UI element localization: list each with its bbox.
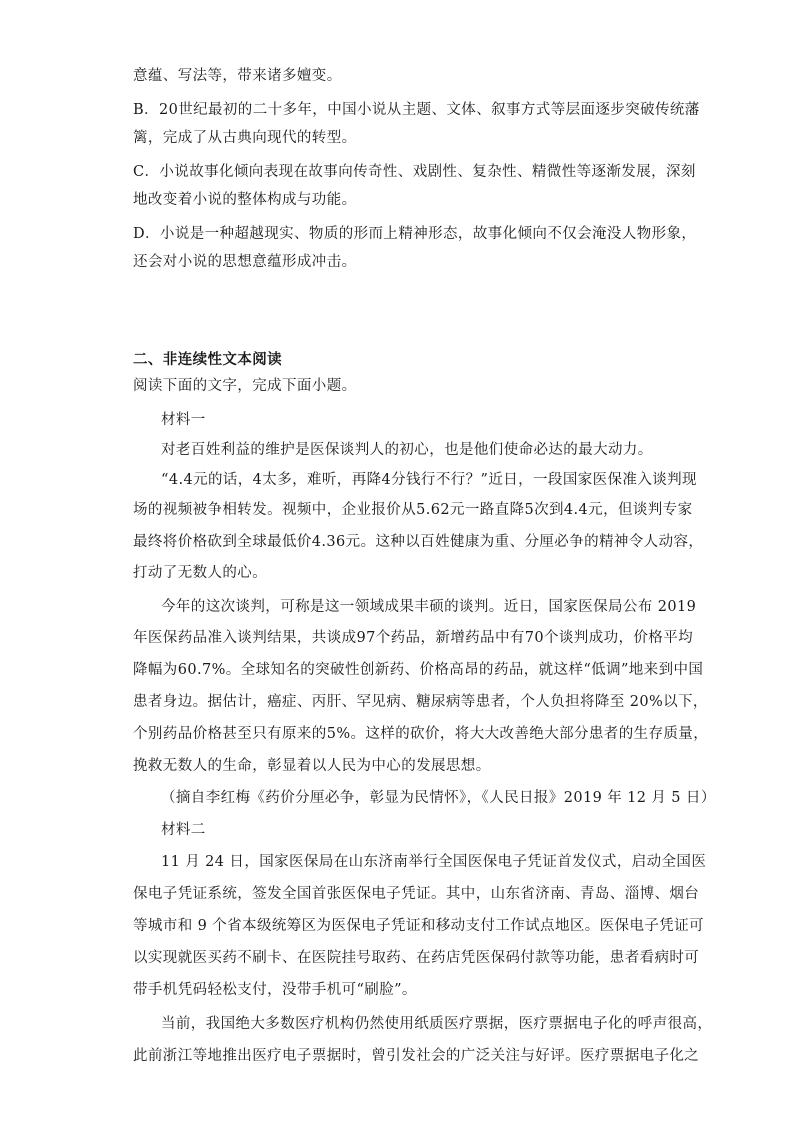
- material1-line: 最终将价格砍到全球最低价4.36元。这种以百姓健康为重、分厘必争的精神令人动容，: [133, 534, 704, 550]
- material2-label: 材料二: [161, 822, 206, 838]
- material1-line: 患者身边。据估计，癌症、丙肝、罕见病、糖尿病等患者，个人负担将降至 20%以下，: [133, 694, 708, 710]
- option-b-line1: B．20世纪最初的二十多年，中国小说从主题、文体、叙事方式等层面逐步突破传统藩: [133, 102, 700, 118]
- material1-line: 对老百姓利益的维护是医保谈判人的初心，也是他们使命必达的最大动力。: [161, 442, 653, 458]
- option-c-line2: 地改变着小说的整体构成与功能。: [133, 192, 357, 208]
- material1-line: 打动了无数人的心。: [133, 565, 268, 581]
- material2-line: 以实现就医买药不刷卡、在医院挂号取药、在药店凭医保码付款等功能，患者看病时可: [133, 950, 700, 966]
- material2-line: 等城市和 9 个省本级统筹区为医保电子凭证和移动支付工作试点地区。医保电子凭证可: [133, 918, 704, 934]
- material1-line: 挽救无数人的生命，彰显着以人民为中心的发展思想。: [133, 758, 491, 774]
- material1-line: 年医保药品准入谈判结果，共谈成97个药品，新增药品中有70个谈判成功，价格平均: [133, 630, 693, 646]
- material2-line: 此前浙江等地推出医疗电子票据时，曾引发社会的广泛关注与好评。医疗票据电子化之: [133, 1048, 700, 1064]
- option-c-line1: C．小说故事化倾向表现在故事向传奇性、戏剧性、复杂性、精微性等逐渐发展，深刻: [133, 164, 696, 180]
- option-a-tail: 意蕴、写法等，带来诸多嬗变。: [133, 68, 342, 84]
- material2-line: 保电子凭证系统，签发全国首张医保电子凭证。其中，山东省济南、青岛、淄博、烟台: [133, 886, 700, 902]
- material1-line: 个别药品价格甚至只有原来的5%。这样的砍价，将大大改善绝大部分患者的生存质量，: [133, 726, 709, 742]
- material1-source: （摘自李红梅《药价分厘必争，彰显为民情怀》，《人民日报》2019 年 12 月 5 日）: [161, 790, 716, 806]
- material1-label: 材料一: [161, 412, 206, 428]
- material2-line: 当前，我国绝大多数医疗机构仍然使用纸质医疗票据，医疗票据电子化的呼声很高，: [161, 1016, 713, 1032]
- option-d-line2: 还会对小说的思想意蕴形成冲击。: [133, 254, 357, 270]
- material1-line: 降幅为60.7%。全球知名的突破性创新药、价格高昂的药品，就这样“低调”地来到中国: [133, 662, 704, 678]
- material2-line: 带手机凭码轻松支付，没带手机可“刷脸”。: [133, 982, 417, 998]
- option-b-line2: 篱，完成了从古典向现代的转型。: [133, 130, 357, 146]
- option-d-line1: D．小说是一种超越现实、物质的形而上精神形态，故事化倾向不仅会淹没人物形象，: [133, 226, 697, 242]
- material1-line: 今年的这次谈判，可称是这一领域成果丰硕的谈判。近日，国家医保局公布 2019: [161, 599, 697, 615]
- material1-line: 场的视频被争相转发。视频中，企业报价从5.62元一路直降5次到4.4元，但谈判专家: [133, 502, 693, 518]
- section-instruction: 阅读下面的文字，完成下面小题。: [133, 378, 357, 394]
- material2-line: 11 月 24 日，国家医保局在山东济南举行全国医保电子凭证首发仪式，启动全国医: [161, 854, 707, 870]
- material1-line: “4.4元的话，4太多，难听，再降4分钱行不行？”近日，一段国家医保准入谈判现: [161, 472, 697, 488]
- section-heading: 二、非连续性文本阅读: [133, 351, 282, 368]
